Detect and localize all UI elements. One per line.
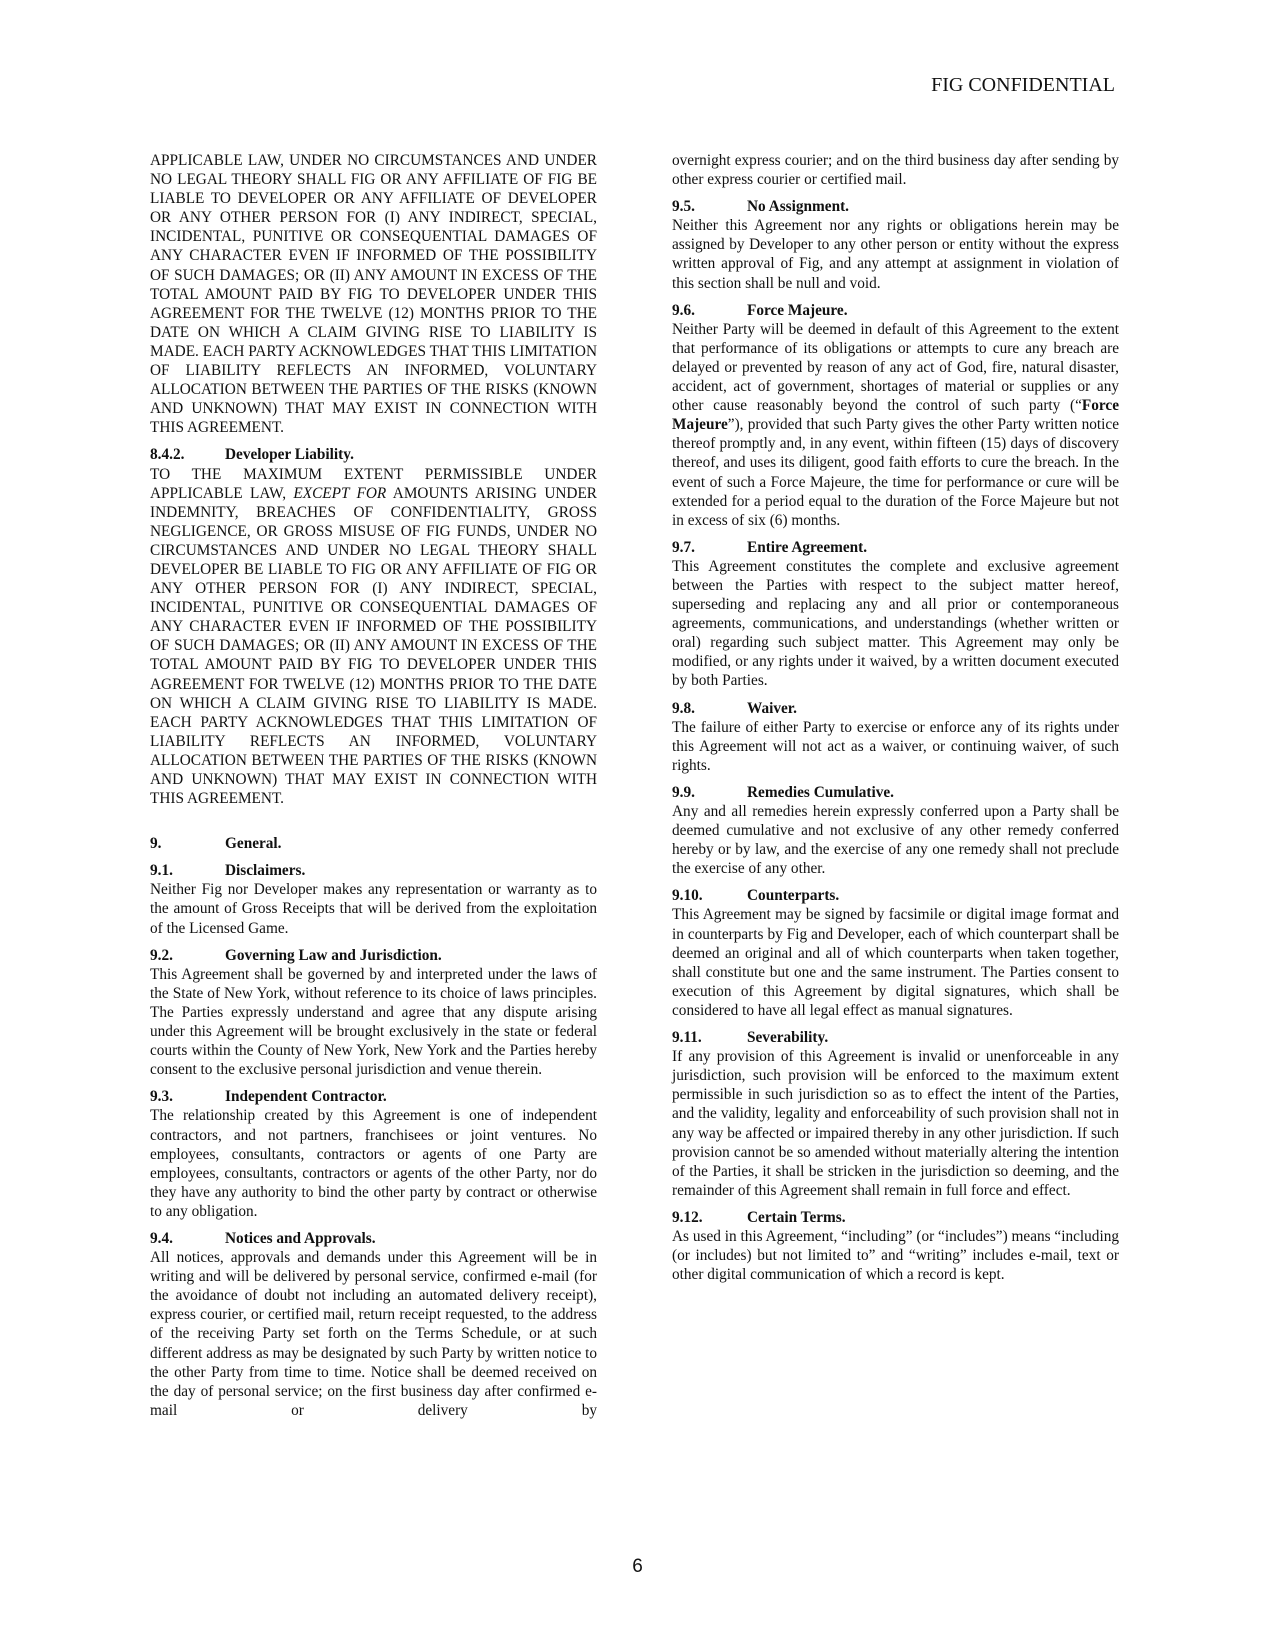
section-9-10	[672, 886, 1119, 1020]
section-number: 9.10.	[672, 887, 703, 905]
section-body	[150, 465, 597, 809]
left-column	[150, 151, 597, 1420]
section-body: All notices, approvals and demands under this Agreement will be in writing and will be delivered by personal service, confirmed e-mail (for the avoidance of doubt not including an automated delivery receipt), express courier, or certified mail, return receipt requested, to the address of the receiving Party set forth on the Terms Schedule, or at such different address as may be designated by such Party by written notice to the other Party from time to time. Notice shall be deemed received on the day of personal service; on the first business day after confirmed e-mail or delivery by	[150, 1249, 597, 1419]
section-title: Waiver.	[747, 699, 797, 717]
section-9-2	[150, 946, 597, 1080]
section-9-6	[672, 301, 1119, 530]
section-body: Neither Fig nor Developer makes any representation or warranty as to the amount of Gross Receipts that will be derived from the exploitation of the Licensed Game.	[150, 881, 597, 937]
section-body: The relationship created by this Agreement is one of independent contractors, and not partners, franchisees or joint ventures. No employees, consultants, contractors or agents of one Party are employees, consultants, contractors or agents of the other Party, nor do they have any authority to bind the other party by contract or otherwise to any obligation.	[150, 1107, 597, 1220]
section-heading	[672, 886, 1119, 905]
section-heading	[150, 946, 597, 965]
section-heading	[672, 538, 1119, 557]
section-heading	[150, 1087, 597, 1106]
confidential-header: FIG CONFIDENTIAL	[931, 74, 1115, 96]
section-body: Neither this Agreement nor any rights or obligations herein may be assigned by Developer to any other person or entity without the express written approval of Fig, and any attempt at assignment in violation of this section shall be null and void.	[672, 217, 1119, 292]
section-heading	[150, 445, 597, 464]
section-9-4-continuation	[672, 151, 1119, 189]
section-8-4-2	[150, 445, 597, 808]
section-title: Independent Contractor.	[225, 1088, 387, 1106]
page-number: 6	[632, 1556, 643, 1577]
section-title: Governing Law and Jurisdiction.	[225, 946, 442, 964]
body-text: AMOUNTS ARISING UNDER INDEMNITY, BREACHES OF CONFIDENTIALITY, GROSS NEGLIGENCE, OR GROSS MISUSE OF FIG FUNDS, UNDER NO CIRCUMSTANCES AND UNDER NO LEGAL THEORY SHALL DEVELOPER BE LIABLE TO FIG OR ANY AFFILIATE OF FIG OR ANY OTHER PERSON FOR (I) ANY INDIRECT, SPECIAL, INCIDENTAL, PUNITIVE OR CONSEQUENTIAL DAMAGES OF ANY CHARACTER EVEN IF INFORMED OF THE POSSIBILITY OF SUCH DAMAGES; OR (II) ANY AMOUNT IN EXCESS OF THE TOTAL AMOUNT PAID BY FIG TO DEVELOPER UNDER THIS AGREEMENT FOR TWELVE (12) MONTHS PRIOR TO THE DATE ON WHICH A CLAIM GIVING RISE TO LIABILITY IS MADE. EACH PARTY ACKNOWLEDGES THAT THIS LIMITATION OF LIABILITY REFLECTS AN INFORMED, VOLUNTARY ALLOCATION BETWEEN THE PARTIES OF THE RISKS (KNOWN AND UNKNOWN) THAT MAY EXIST IN CONNECTION WITH THIS AGREEMENT.	[150, 484, 598, 808]
section-8-4-1-continuation	[150, 151, 597, 437]
section-heading	[672, 1028, 1119, 1047]
body-text: Neither Party will be deemed in default of this Agreement to the extent that performance of its obligations or attempts to cure any breach are delayed or prevented by reason of any act of God, fire, natural disaster, accident, act of government, shortages of material or supplies or any other cause reasonably beyond the control of such party (“	[672, 320, 1119, 415]
section-9-8	[672, 699, 1119, 775]
section-number: 9.9.	[672, 783, 695, 801]
section-9-5	[672, 197, 1119, 292]
section-heading	[672, 699, 1119, 718]
section-body: If any provision of this Agreement is invalid or unenforceable in any jurisdiction, such provision will be enforced to the maximum extent permissible in such jurisdiction so as to effect the intent of the Parties, and the validity, legality and enforceability of such provision shall not in any way be affected or impaired thereby in any other jurisdiction. If such provision cannot be so amended without materially altering the intention of the Parties, it shall be stricken in the jurisdiction so deeming, and the remainder of this Agreement shall remain in full force and effect.	[672, 1048, 1119, 1199]
section-9-1	[150, 861, 597, 937]
section-heading	[150, 834, 597, 853]
section-number: 9.1.	[150, 862, 173, 880]
section-title: Force Majeure.	[747, 301, 848, 319]
defined-term: Force Majeure	[672, 397, 1119, 434]
section-9-12	[672, 1208, 1119, 1284]
section-title: No Assignment.	[747, 198, 849, 216]
section-body	[672, 320, 1119, 530]
section-9-7	[672, 538, 1119, 691]
body-text: ”), provided that such Party gives the other Party written notice thereof promptly and, in any event, within fifteen (15) days of discovery thereof, and uses its diligent, good faith efforts to cure the breach. In the event of such a Force Majeure, the time for performance or cure will be extended for a period equal to the duration of the Force Majeure but not in excess of six (6) months.	[672, 416, 1119, 529]
section-number: 9.8.	[672, 699, 695, 717]
section-heading	[150, 1229, 597, 1248]
section-title: Remedies Cumulative.	[747, 783, 895, 801]
section-body: overnight express courier; and on the third business day after sending by other express courier or certified mail.	[672, 152, 1119, 189]
section-9-11	[672, 1028, 1119, 1200]
section-number: 9.4.	[150, 1229, 173, 1247]
section-number: 9.7.	[672, 538, 695, 556]
section-9	[150, 834, 597, 853]
section-heading	[150, 861, 597, 880]
section-title: Counterparts.	[747, 887, 840, 905]
section-title: General.	[225, 835, 282, 853]
liability-paragraph: APPLICABLE LAW, UNDER NO CIRCUMSTANCES AND UNDER NO LEGAL THEORY SHALL FIG OR ANY AFFILIATE OF FIG BE LIABLE TO DEVELOPER OR ANY AFFILIATE OF DEVELOPER OR ANY OTHER PERSON FOR (I) ANY INDIRECT, SPECIAL, INCIDENTAL, PUNITIVE OR CONSEQUENTIAL DAMAGES OF ANY CHARACTER EVEN IF INFORMED OF THE POSSIBILITY OF SUCH DAMAGES; OR (II) ANY AMOUNT IN EXCESS OF THE TOTAL AMOUNT PAID BY FIG TO DEVELOPER UNDER THIS AGREEMENT FOR THE TWELVE (12) MONTHS PRIOR TO THE DATE ON WHICH A CLAIM GIVING RISE TO LIABILITY IS MADE. EACH PARTY ACKNOWLEDGES THAT THIS LIMITATION OF LIABILITY REFLECTS AN INFORMED, VOLUNTARY ALLOCATION BETWEEN THE PARTIES OF THE RISKS (KNOWN AND UNKNOWN) THAT MAY EXIST IN CONNECTION WITH THIS AGREEMENT.	[150, 152, 597, 437]
section-body: The failure of either Party to exercise or enforce any of its rights under this Agreement will not act as a waiver, or continuing waiver, of such rights.	[672, 718, 1119, 774]
section-heading	[672, 1208, 1119, 1227]
section-9-9	[672, 783, 1119, 878]
section-heading	[672, 197, 1119, 216]
right-column	[672, 151, 1119, 1284]
section-heading	[672, 301, 1119, 320]
section-title: Disclaimers.	[225, 862, 306, 880]
section-number: 9.11.	[672, 1029, 702, 1047]
section-9-4	[150, 1229, 597, 1420]
section-body: Any and all remedies herein expressly conferred upon a Party shall be deemed cumulative and not exclusive of any other remedy conferred hereby or by law, and the exercise of any one remedy shall not preclude the exercise of any other.	[672, 803, 1119, 878]
section-body: This Agreement may be signed by facsimile or digital image format and in counterparts by Fig and Developer, each of which counterpart shall be deemed an original and all of which counterparts when taken together, shall constitute but one and the same instrument. The Parties consent to execution of this Agreement by digital signatures, which shall be considered to have all legal effect as manual signatures.	[672, 906, 1119, 1019]
section-9-3	[150, 1087, 597, 1221]
section-title: Developer Liability.	[225, 446, 354, 464]
section-heading	[672, 783, 1119, 802]
section-number: 9.3.	[150, 1088, 173, 1106]
section-number: 9.2.	[150, 946, 173, 964]
body-text: TO THE MAXIMUM EXTENT PERMISSIBLE UNDER APPLICABLE LAW,	[150, 465, 597, 502]
section-number: 9.6.	[672, 301, 695, 319]
section-title: Certain Terms.	[747, 1208, 846, 1226]
section-body: This Agreement shall be governed by and interpreted under the laws of the State of New York, without reference to its choice of laws principles. The Parties expressly understand and agree that any dispute arising under this Agreement will be brought exclusively in the state or federal courts within the County of New York, New York and the Parties hereby consent to the exclusive personal jurisdiction and venue therein.	[150, 965, 597, 1079]
section-number: 9.12.	[672, 1208, 703, 1226]
section-number: 9.	[150, 835, 162, 853]
section-number: 8.4.2.	[150, 446, 185, 464]
section-number: 9.5.	[672, 198, 695, 216]
italic-text: EXCEPT FOR	[293, 484, 387, 502]
section-title: Notices and Approvals.	[225, 1229, 376, 1247]
section-title: Entire Agreement.	[747, 538, 868, 556]
section-body: As used in this Agreement, “including” (or “includes”) means “including (or includes) but not limited to” and “writing” includes e-mail, text or other digital communication of which a record is kept.	[672, 1227, 1119, 1284]
section-body: This Agreement constitutes the complete and exclusive agreement between the Parties with respect to the subject matter hereof, superseding and replacing any and all prior or contemporaneous agreements, communications, and understandings (whether written or oral) regarding such subject matter. This Agreement may only be modified, or any rights under it waived, by a written document executed by both Parties.	[672, 557, 1119, 690]
section-title: Severability.	[747, 1029, 829, 1047]
